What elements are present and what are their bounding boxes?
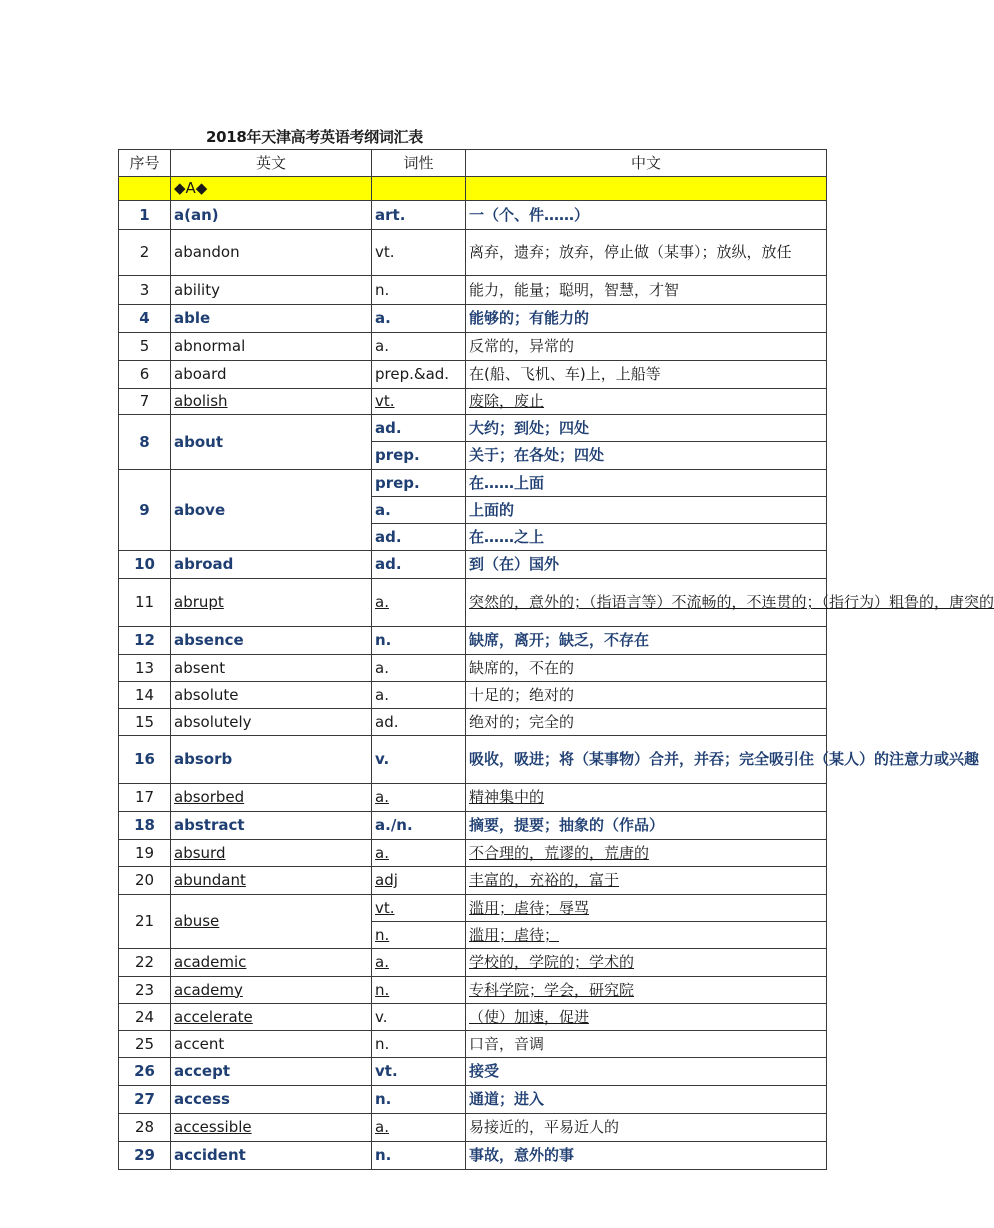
section-cell-blank (372, 177, 466, 201)
entry-number: 5 (119, 333, 171, 361)
table-row (119, 470, 827, 497)
entry-word: academy (171, 977, 372, 1004)
entry-number: 25 (119, 1031, 171, 1058)
entry-number: 20 (119, 867, 171, 895)
entry-word: accident (171, 1142, 372, 1170)
section-cell-blank (466, 177, 827, 201)
entry-pos: a./n. (372, 812, 466, 840)
entry-number: 13 (119, 655, 171, 682)
entry-pos: ad. (372, 551, 466, 579)
entry-meaning: 大约；到处；四处 (466, 415, 827, 442)
entry-pos: a. (372, 949, 466, 977)
table-row (119, 812, 827, 840)
table-row (119, 415, 827, 442)
entry-pos: a. (372, 333, 466, 361)
entry-number: 6 (119, 361, 171, 389)
entry-word: ability (171, 276, 372, 305)
entry-word: absent (171, 655, 372, 682)
entry-pos: vt. (372, 389, 466, 415)
table-row (119, 895, 827, 922)
entry-pos: n. (372, 922, 466, 949)
table-row (119, 1031, 827, 1058)
table-row (119, 305, 827, 333)
table-row (119, 1142, 827, 1170)
entry-meaning: 废除，废止 (466, 389, 827, 415)
entry-word: absorbed (171, 784, 372, 812)
entry-pos: a. (372, 682, 466, 709)
entry-meaning: 专科学院；学会，研究院 (466, 977, 827, 1004)
entry-number: 22 (119, 949, 171, 977)
entry-pos: vt. (372, 230, 466, 276)
entry-number: 28 (119, 1114, 171, 1142)
table-row (119, 230, 827, 276)
entry-pos: vt. (372, 895, 466, 922)
entry-word: abandon (171, 230, 372, 276)
entry-meaning: 吸收，吸进；将（某事物）合并，并吞；完全吸引住（某人）的注意力或兴趣 (466, 736, 827, 784)
entry-meaning: 十足的；绝对的 (466, 682, 827, 709)
entry-word: accelerate (171, 1004, 372, 1031)
table-row (119, 627, 827, 655)
entry-pos: a. (372, 840, 466, 867)
entry-number: 10 (119, 551, 171, 579)
entry-pos: n. (372, 1142, 466, 1170)
entry-pos: a. (372, 305, 466, 333)
entry-meaning: 丰富的，充裕的，富于 (466, 867, 827, 895)
section-cell-blank (119, 177, 171, 201)
entry-meaning: 缺席的，不在的 (466, 655, 827, 682)
table-row (119, 1086, 827, 1114)
table-row (119, 1058, 827, 1086)
table-row (119, 389, 827, 415)
entry-pos: adj (372, 867, 466, 895)
entry-word: abrupt (171, 579, 372, 627)
entry-pos: ad. (372, 709, 466, 736)
entry-meaning: 关于；在各处；四处 (466, 442, 827, 470)
entry-meaning: 能够的；有能力的 (466, 305, 827, 333)
entry-meaning: 缺席，离开；缺乏，不存在 (466, 627, 827, 655)
entry-number: 16 (119, 736, 171, 784)
entry-word: accent (171, 1031, 372, 1058)
entry-meaning: 在……之上 (466, 524, 827, 551)
entry-number: 23 (119, 977, 171, 1004)
entry-word: accept (171, 1058, 372, 1086)
entry-number: 17 (119, 784, 171, 812)
entry-meaning: （使）加速，促进 (466, 1004, 827, 1031)
entry-meaning: 突然的，意外的；（指语言等）不流畅的，不连贯的；（指行为）粗鲁的，唐突的 (466, 579, 827, 627)
table-row (119, 201, 827, 230)
entry-word: above (171, 470, 372, 551)
table-header-row (119, 150, 827, 177)
entry-meaning: 易接近的，平易近人的 (466, 1114, 827, 1142)
entry-pos: n. (372, 977, 466, 1004)
entry-number: 3 (119, 276, 171, 305)
entry-word: abuse (171, 895, 372, 949)
page-title: 2018年天津高考英语考纲词汇表 (206, 128, 423, 146)
entry-word: access (171, 1086, 372, 1114)
entry-number: 14 (119, 682, 171, 709)
table-row (119, 682, 827, 709)
entry-number: 8 (119, 415, 171, 470)
entry-number: 11 (119, 579, 171, 627)
entry-number: 2 (119, 230, 171, 276)
entry-meaning: 一（个、件……） (466, 201, 827, 230)
entry-number: 12 (119, 627, 171, 655)
table-row (119, 977, 827, 1004)
entry-number: 15 (119, 709, 171, 736)
table-row (119, 736, 827, 784)
table-row (119, 1004, 827, 1031)
entry-word: about (171, 415, 372, 470)
entry-word: a(an) (171, 201, 372, 230)
entry-meaning: 在(船、飞机、车)上，上船等 (466, 361, 827, 389)
entry-word: able (171, 305, 372, 333)
table-row (119, 709, 827, 736)
entry-number: 7 (119, 389, 171, 415)
table-row (119, 276, 827, 305)
entry-number: 9 (119, 470, 171, 551)
table-row (119, 333, 827, 361)
entry-meaning: 离弃，遗弃；放弃，停止做（某事）；放纵，放任 (466, 230, 827, 276)
entry-word: abnormal (171, 333, 372, 361)
entry-pos: n. (372, 627, 466, 655)
entry-meaning: 上面的 (466, 497, 827, 524)
header-pos: 词性 (372, 150, 466, 177)
entry-word: absolutely (171, 709, 372, 736)
entry-meaning: 滥用；虐待；辱骂 (466, 895, 827, 922)
entry-pos: prep.&ad. (372, 361, 466, 389)
entry-pos: v. (372, 736, 466, 784)
table-row (119, 1114, 827, 1142)
entry-word: absurd (171, 840, 372, 867)
header-index: 序号 (119, 150, 171, 177)
entry-number: 26 (119, 1058, 171, 1086)
entry-pos: art. (372, 201, 466, 230)
entry-pos: n. (372, 1031, 466, 1058)
entry-pos: ad. (372, 524, 466, 551)
entry-number: 29 (119, 1142, 171, 1170)
entry-word: abroad (171, 551, 372, 579)
table-row (119, 867, 827, 895)
entry-pos: n. (372, 276, 466, 305)
entry-word: absence (171, 627, 372, 655)
entry-pos: a. (372, 655, 466, 682)
entry-meaning: 不合理的，荒谬的，荒唐的 (466, 840, 827, 867)
entry-meaning: 反常的，异常的 (466, 333, 827, 361)
entry-meaning: 口音，音调 (466, 1031, 827, 1058)
entry-number: 19 (119, 840, 171, 867)
entry-meaning: 到（在）国外 (466, 551, 827, 579)
table-row (119, 361, 827, 389)
entry-meaning: 滥用；虐待； (466, 922, 827, 949)
entry-word: absorb (171, 736, 372, 784)
table-row (119, 579, 827, 627)
entry-pos: v. (372, 1004, 466, 1031)
entry-number: 24 (119, 1004, 171, 1031)
entry-meaning: 接受 (466, 1058, 827, 1086)
entry-meaning: 通道；进入 (466, 1086, 827, 1114)
table-row (119, 784, 827, 812)
entry-word: abstract (171, 812, 372, 840)
entry-pos: prep. (372, 442, 466, 470)
entry-pos: a. (372, 579, 466, 627)
entry-word: accessible (171, 1114, 372, 1142)
entry-number: 4 (119, 305, 171, 333)
entry-pos: prep. (372, 470, 466, 497)
table-row (119, 840, 827, 867)
entry-word: abundant (171, 867, 372, 895)
entry-pos: ad. (372, 415, 466, 442)
header-english: 英文 (171, 150, 372, 177)
table-row (119, 949, 827, 977)
header-chinese: 中文 (466, 150, 827, 177)
entry-meaning: 能力，能量；聪明，智慧，才智 (466, 276, 827, 305)
entry-meaning: 事故，意外的事 (466, 1142, 827, 1170)
entry-word: abolish (171, 389, 372, 415)
entry-number: 18 (119, 812, 171, 840)
entry-meaning: 摘要，提要；抽象的（作品） (466, 812, 827, 840)
entry-word: academic (171, 949, 372, 977)
section-letter: ◆A◆ (171, 177, 372, 201)
entry-pos: a. (372, 1114, 466, 1142)
entry-meaning: 学校的，学院的；学术的 (466, 949, 827, 977)
entry-word: absolute (171, 682, 372, 709)
entry-meaning: 精神集中的 (466, 784, 827, 812)
entry-number: 21 (119, 895, 171, 949)
table-row (119, 551, 827, 579)
entry-pos: n. (372, 1086, 466, 1114)
vocab-table (118, 149, 994, 1170)
entry-number: 27 (119, 1086, 171, 1114)
entry-pos: a. (372, 497, 466, 524)
entry-pos: a. (372, 784, 466, 812)
section-row (119, 177, 827, 201)
table-row (119, 655, 827, 682)
entry-meaning: 在……上面 (466, 470, 827, 497)
entry-number: 1 (119, 201, 171, 230)
entry-meaning: 绝对的；完全的 (466, 709, 827, 736)
entry-pos: vt. (372, 1058, 466, 1086)
entry-word: aboard (171, 361, 372, 389)
